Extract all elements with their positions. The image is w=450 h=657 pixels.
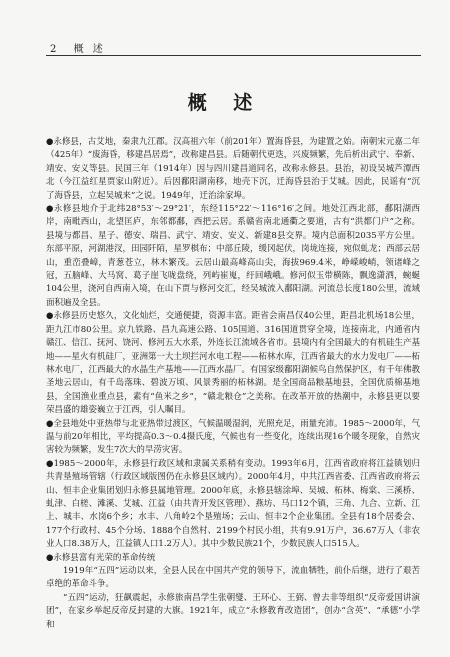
paragraph-revolution-heading: ●永修县富有光荣的革命传统 <box>46 552 156 563</box>
header-rule <box>46 55 421 56</box>
paragraph-geography: ●永修县地介于北纬28°53′～29°21′，东经115°22′～116°16′之间。地处江西北部，鄱阳湖西岸，南毗西山，北望匡庐，东邻都鄱，西把云居。系赣省南北通衢之要道，古有“洪都门户”之称。县境与都昌、星子、德安、瑞昌、武宁、靖安、安义、新建8县交界。境内总面积2035平方公里。东部平原，河湖港汊，田园阡陌，星罗棋布；中部丘陵，缓冈起伏，岗垅连接，宛似虬龙；西部云居山，重峦叠嶂，青葱苍立，林木繁茂。云居山最高峰高山尖，海拔969.4米，峥嵘峻峭，领诸峰之冠，五脑峰、大马窝、葛子崖飞咙盘绕，列屿崔嵬，纡回峨峨。修河似玉带横陈，飘逸潇洒，蜿蜒104公里，浇河自西南入境，在山下贾与修河交汇，经吴城流入鄱阳湖。河流总长度180公里，流域面积遍及全县。 <box>46 204 421 308</box>
page-number: 2 <box>50 44 60 55</box>
paragraph-revolution-2: “五四”运动，狂飙震起，永修旅南昌学生张朝燮、王环心、王弼、曾去非等组织“反帝爱国讲演团”，在家乡举起反帝反封建的大旗。1921年，成立“永修教育改造团”，创办“含英”、“承德”小学和 <box>46 592 420 630</box>
paragraph-climate: ●全县地处中亚热带与北亚热带过渡区，气候温暖湿润，光照充足，雨量充沛。1985～2000年，气温与前20年相比，平均提高0.3～0.4摄氏度，气候也有一些变化，连续出现16个暖冬现象，自然灾害较为频繁，发生7次大的旱涝灾害。 <box>46 418 420 456</box>
chapter-title: 概 述 <box>187 92 263 114</box>
running-head <box>50 40 106 55</box>
body-text <box>46 136 420 632</box>
paragraph-administration: ●1985～2000年，永修县行政区域和隶属关系稍有变动。1993年6月，江西省政府将江益镇划归共青垦殖场管辖（行政区域版图仍在永修县区域内）。2000年4月，中共江西省委、江西省政府将云山、恒丰企业集团划归永修县属地管理。2000年底，永修县辖涂埠、吴城、柘林、梅棠、三溪桥、虬津、白槎、滩溪、艾城、江益（由共青开发区管理）、燕坊、马口12个镇，三角、九合、立新、江上、城丰、水岗6个乡；水丰、八角岭2个垦殖场；云山、恒丰2个企业集团。全县有18个居委会、177个行政村、45个分场、1888个自然村、2199个村民小组，共有9.91万户，36.67万人（非农业人口8.38万人，江益镇人口1.2万人）。其中少数民族21个，少数民族人口515人。 <box>46 458 420 550</box>
section-name: 概 述 <box>73 44 106 55</box>
paragraph-history: ●永修县，古艾地，秦隶九江郡。汉高祖六年（前201年）置海昏县，为建置之始。南朝宋元嘉二年（425年）“废海昏，移建昌居焉”，改称建昌县。后随朝代更迭，兴废频繁，先后析出武宁、奉新、靖安、安义等县。民国三年（1914年）因与四川建昌道同名，改称永修县。县治，初设吴城芦潭西北（今江益红星贾家山附近）。后因鄱阳湖南移，地壳下沉，迁海昏县治于艾城。因此，民谣有“沉了海昏县，立起吴城来”之说。1949年，迁治涂家埠。 <box>46 137 420 201</box>
paragraph-revolution-1: 1919年“五四”运动以来，全县人民在中国共产党的领导下，流血牺牲，前仆后继，进行了艰苦卓绝的革命斗争。 <box>46 566 420 590</box>
paragraph-economy: ●永修县历史悠久，文化灿烂，交通便捷，资源丰富。距省会南昌仅40公里，距昌北机场18公里，距九江市80公里。京九铁路、昌九高速公路、105国道、316国道贯穿全境，连接南北，内通省内赣江、信江、抚河、饶河、修河五大水系，外连长江流域各省市。县境内有全国最大的有机硅生产基地——星火有机硅厂，亚洲第一大土坝拦河水电工程——柘林水库，江西省最大的水力发电厂——柘林水电厂，江西最大的水晶生产基地——江西水晶厂。有国家级鄱阳湖候鸟自然保护区，有千年佛教圣地云居山，有千岛落珠、碧波万顷、风景秀丽的柘林湖。是全国商品粮基地县，全国优质棉基地县，全国渔业重点县，素有“鱼米之乡”，“赣北粮仓”之美称。在改革开放的热潮中，永修县更以要荣昌盛的雄姿巍立于江西，引人瞩目。 <box>46 311 421 416</box>
